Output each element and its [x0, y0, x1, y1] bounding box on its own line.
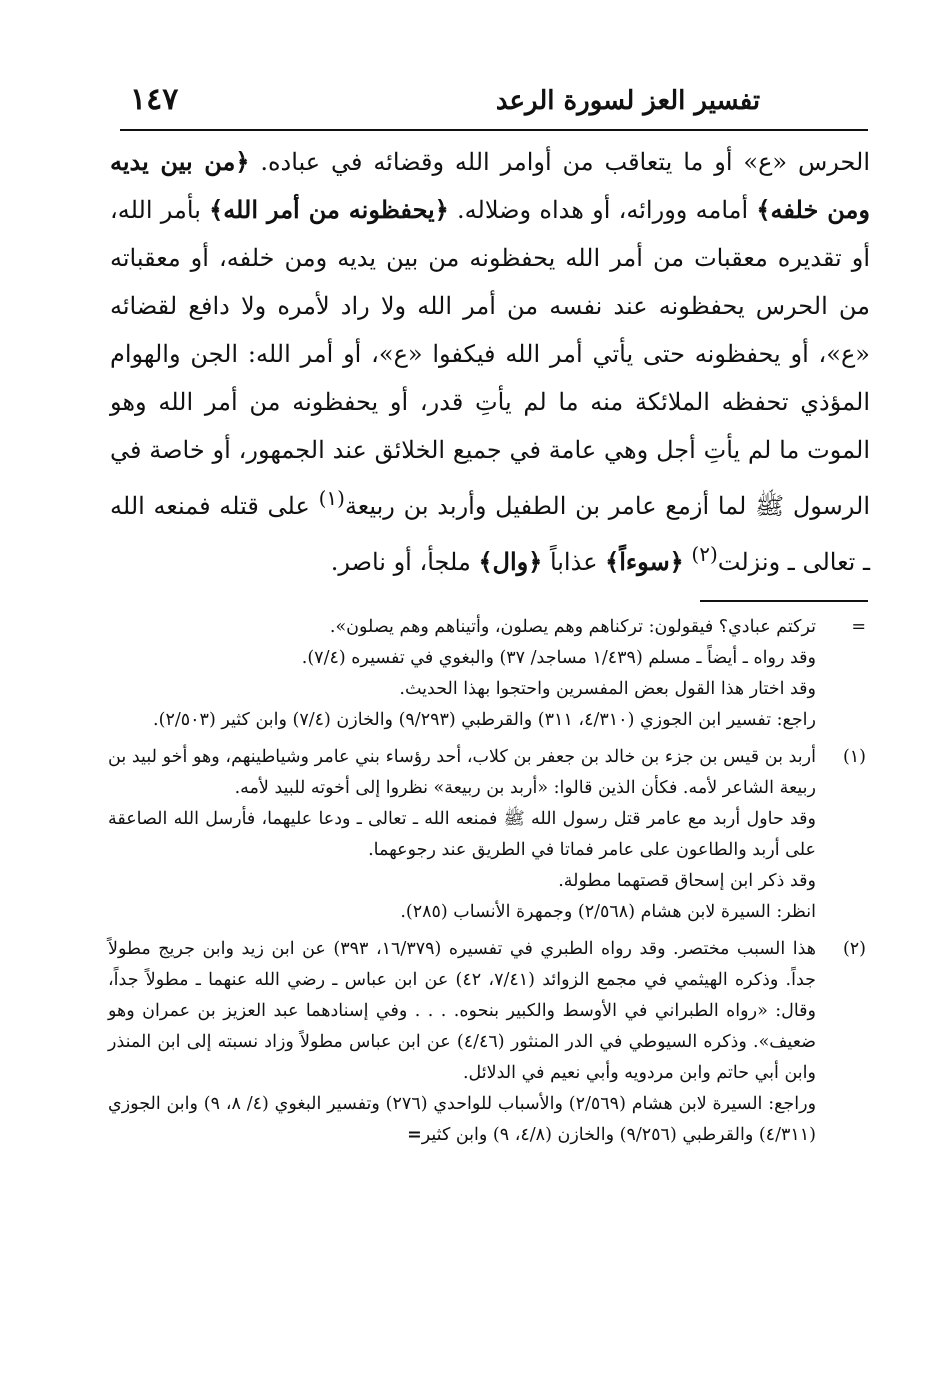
text-segment: عذاباً	[549, 548, 598, 576]
footnote-line: راجع: تفسير ابن الجوزي (٤/٣١٠، ٣١١) والقرطبي (٩/٢٩٣) والخازن (٧/٤) وابن كثير (٢/٥٠٣).	[153, 710, 816, 730]
footnote-line: وقد حاول أربد مع عامر قتل رسول الله ﷺ فمنعه الله ـ تعالى ـ ودعا عليهما، فأرسل الله الصاعقة على أربد والطاعون على عامر فماتا في الطريق عند رجوعهما.	[108, 809, 816, 860]
footnote-line: وقد اختار هذا القول بعض المفسرين واحتجوا بهذا الحديث.	[399, 679, 816, 699]
main-text	[110, 138, 870, 586]
footnote-line: وقد رواه ـ أيضاً ـ مسلم (١/٤٣٩ مساجد/ ٣٧) والبغوي في تفسيره (٧/٤).	[301, 648, 816, 668]
footnote-line-text: وراجع: السيرة لابن هشام (٢/٥٦٩) والأسباب للواحدي (٢٧٦) وتفسير البغوي (٤/ ٨، ٩) وابن الجوزي (٤/٣١١) والقرطبي (٩/٢٥٦) والخازن (٤/٨، ٩) وابن كثير	[108, 1094, 817, 1145]
text-segment: الحرس «ع» أو ما يتعاقب من أوامر الله وقضائه في عباده.	[260, 148, 870, 176]
quran-quote: ﴿وال﴾	[478, 547, 543, 576]
footnote-marker: (٢)	[842, 939, 866, 959]
quran-quote: ﴿سوءاً﴾	[605, 547, 684, 576]
footnote-line: تركتم عبادي؟ فيقولون: تركناهم وهم يصلون، وأتيناهم وهم يصلون».	[329, 617, 816, 637]
footnotes	[108, 612, 872, 1151]
footnote-separator	[700, 600, 868, 602]
footnote-marker: (١)	[842, 747, 866, 767]
quran-quote: ﴿يحفظونه من أمر الله﴾	[209, 195, 449, 224]
text-segment: على قتله فمنعه الله ـ تعالى ـ ونزلت	[110, 492, 870, 576]
header-rule	[120, 129, 868, 131]
footnote-line: هذا السبب مختصر. وقد رواه الطبري في تفسيره (١٦/٣٧٩، ٣٩٣) عن ابن زيد وابن جريج مطولاً جداً. وذكره الهيثمي في مجمع الزوائد (٧/٤١، ٤٢) عن ابن عباس ـ رضي الله عنهما ـ مطولاً جداً، وقال: «رواه الطبراني في الأوسط والكبير بنحوه. . . . وفي إسنادهما عبد العزيز بن عمران وهو ضعيف». وذكره السيوطي في الدر المنثور (٤/٤٦) عن ابن عباس مطولاً وزاد نسبته إلى ابن المنذر وابن أبي حاتم وابن مردويه وأبي نعيم في الدلائل.	[108, 939, 816, 1083]
footnote-ref[interactable]: (١)	[318, 486, 345, 510]
text-segment: أمامه وورائه، أو هداه وضلاله.	[457, 196, 749, 224]
footnote-line: وقد ذكر ابن إسحاق قصتهما مطولة.	[558, 871, 816, 891]
page-number: ١٤٧	[130, 82, 179, 117]
text-segment: بأمر الله، أو تقديره معقبات من أمر الله يحفظونه من بين يديه ومن خلفه، أو معقباته من الحرس يحفظونه عند نفسه من أمر الله ولا راد لأمره ولا دافع لقضائه «ع»، أو يحفظونه حتى يأتي أمر الله فيكفوا «ع»، أو أمر الله: الجن والهوام المؤذي تحفظه الملائكة منه ما لم يأتِ قدر، أو يحفظونه من أمر الله وهو الموت ما لم يأتِ أجل وهي عامة في جميع الخلائق عند الجمهور، أو خاصة في الرسول ﷺ لما أزمع عامر بن الطفيل وأربد بن ربيعة	[110, 196, 870, 520]
main-paragraph	[110, 138, 870, 586]
footnote-line	[108, 1089, 816, 1151]
footnote-continuation	[108, 612, 872, 736]
running-title: تفسير العز لسورة الرعد	[495, 86, 761, 116]
page-header	[118, 72, 870, 130]
quran-quote: ﴿من بين يديه ومن خلفه﴾	[110, 147, 870, 224]
footnote-2	[108, 934, 872, 1151]
footnote-line: أربد بن قيس بن جزء بن خالد بن جعفر بن كلاب، أحد رؤساء بني عامر وشياطينهم، وهو أخو لبيد بن ربيعة الشاعر لأمه. فكأن الذين قالوا: «أربد بن ربيعة» نظروا إلى أخوته للبيد لأمه.	[108, 747, 816, 798]
continuation-mark: =	[407, 1125, 422, 1145]
footnote-ref[interactable]: (٢)	[691, 542, 718, 566]
text-segment: ملجأ، أو ناصر.	[330, 548, 471, 576]
footnote-1	[108, 742, 872, 928]
footnote-marker: =	[851, 617, 866, 637]
footnote-line: انظر: السيرة لابن هشام (٢/٥٦٨) وجمهرة الأنساب (٢٨٥).	[400, 902, 816, 922]
